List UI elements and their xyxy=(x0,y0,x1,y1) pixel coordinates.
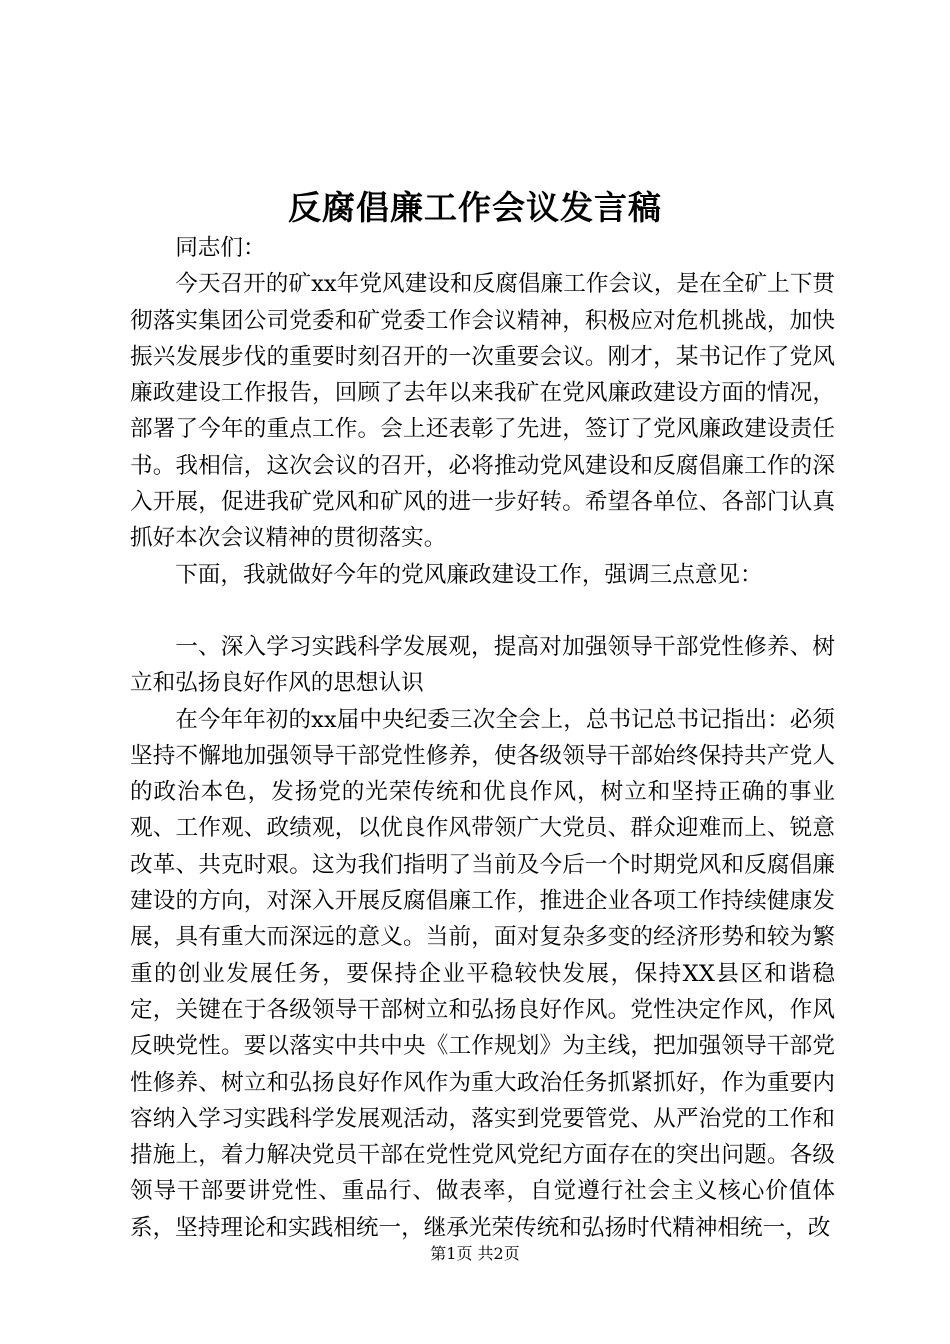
document-body xyxy=(130,230,835,1246)
page-footer: 第1页 共2页 xyxy=(430,1244,520,1263)
salutation-paragraph: 同志们： xyxy=(175,235,266,261)
section-heading-1: 一、深入学习实践科学发展观，提高对加强领导干部党性修养、树立和弘扬良好作风的思想认识 xyxy=(130,633,835,697)
section-1-paragraph: 在今年年初的xx届中央纪委三次全会上，总书记总书记指出：必须坚持不懈地加强领导干部党性修养，使各级领导干部始终保持共产党人的政治本色，发扬党的光荣传统和优良作风，树立和坚持正确的事业观、工作观、政绩观，以优良作风带领广大党员、群众迎难而上、锐意改革、共克时艰。这为我们指明了当前及今后一个时期党风和反腐倡廉建设的方向，对深入开展反腐倡廉工作，推进企业各项工作持续健康发展，具有重大而深远的意义。当前，面对复杂多变的经济形势和较为繁重的创业发展任务，要保持企业平稳较快发展，保持XX县区和谐稳定，关键在于各级领导干部树立和弘扬良好作风。党性决定作风，作风反映党性。要以落实中共中央《工作规划》为主线，把加强领导干部党性修养、树立和弘扬良好作风作为重大政治任务抓紧抓好，作为重要内容纳入学习实践科学发展观活动，落实到党要管党、从严治党的工作和措施上，着力解决党员干部在党性党风党纪方面存在的突出问题。各级领导干部要讲党性、重品行、做表率，自觉遵行社会主义核心价值体系，坚持理论和实践相统一，继承光荣传统和弘扬时代精神相统一，改 xyxy=(130,706,835,1241)
opening-paragraph: 今天召开的矿xx年党风建设和反腐倡廉工作会议，是在全矿上下贯彻落实集团公司党委和矿党委工作会议精神，积极应对危机挑战，加快振兴发展步伐的重要时刻召开的一次重要会议。刚才，某书记作了党风廉政建设工作报告，回顾了去年以来我矿在党风廉政建设方面的情况，部署了今年的重点工作。会上还表彰了先进，签订了党风廉政建设责任书。我相信，这次会议的召开，必将推动党风建设和反腐倡廉工作的深入开展，促进我矿党风和矿风的进一步好转。希望各单位、各部门认真抓好本次会议精神的贯彻落实。 xyxy=(130,271,835,552)
document-title: 反腐倡廉工作会议发言稿 xyxy=(288,188,662,227)
transition-paragraph: 下面，我就做好今年的党风廉政建设工作，强调三点意见： xyxy=(175,561,763,588)
